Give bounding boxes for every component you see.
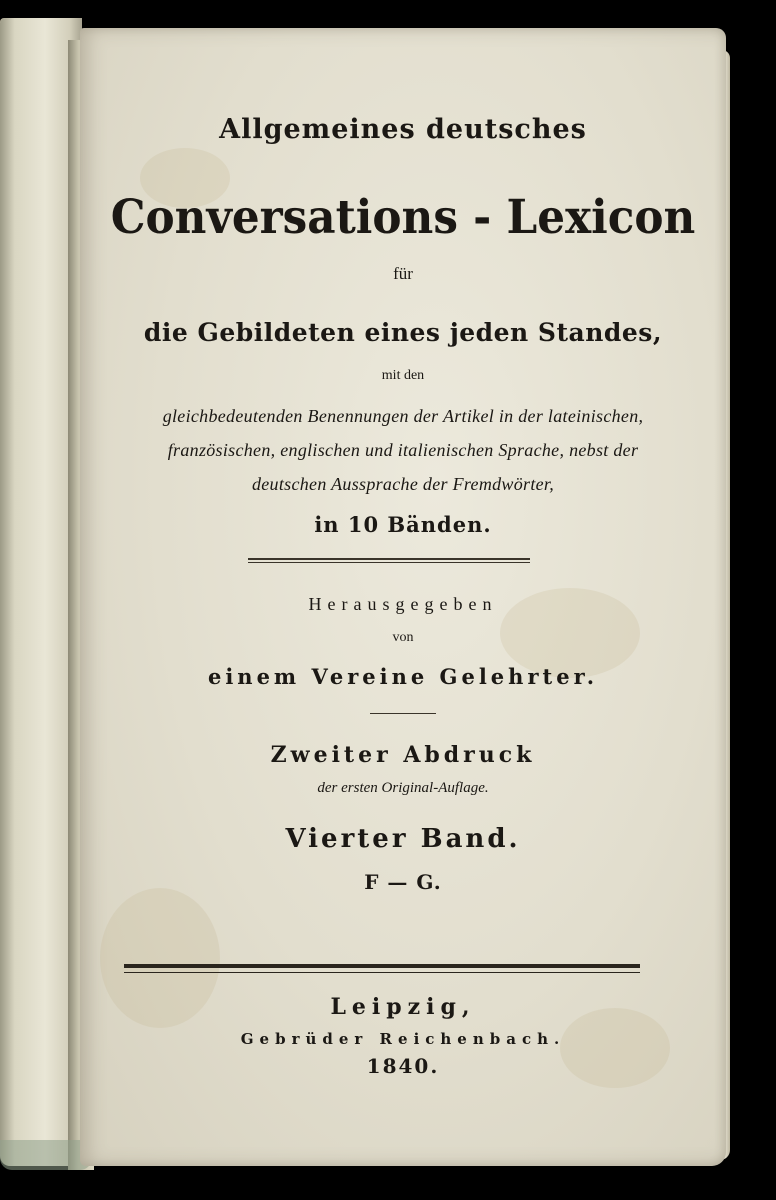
short-divider	[370, 713, 436, 714]
subtitle-with: mit den	[381, 368, 425, 383]
heavy-rule-thin	[124, 972, 640, 973]
title-for: für	[393, 264, 413, 283]
editor-name: einem Vereine Gelehrter.	[207, 664, 599, 689]
description-line-2: französischen, englischen und italienischen Sprache, nebst der	[167, 440, 639, 460]
edition-note: der ersten Original-Auflage.	[317, 780, 489, 796]
editor-label: Herausgegeben	[308, 594, 498, 614]
volume-range: F — G.	[364, 870, 442, 894]
cover-stain	[0, 1140, 92, 1170]
main-title: Conversations - Lexicon	[110, 190, 696, 245]
title-line-1: Allgemeines deutsches	[219, 114, 587, 145]
place: Leipzig,	[330, 994, 476, 1020]
description-line-1: gleichbedeutenden Benennungen der Artikel in der lateinischen,	[162, 406, 644, 426]
volume-count: in 10 Bänden.	[314, 512, 492, 537]
subtitle: die Gebildeten eines jeden Standes,	[143, 318, 663, 347]
title-page-text	[80, 28, 726, 1166]
divider-rule	[248, 558, 530, 563]
heavy-rule	[124, 964, 640, 968]
description-line-3: deutschen Aussprache der Fremdwörter,	[251, 474, 555, 494]
edition: Zweiter Abdruck	[270, 742, 536, 768]
year: 1840.	[366, 1054, 440, 1078]
publisher: Gebrüder Reichenbach.	[240, 1030, 566, 1048]
volume-number: Vierter Band.	[285, 824, 521, 854]
editor-von: von	[392, 630, 414, 645]
